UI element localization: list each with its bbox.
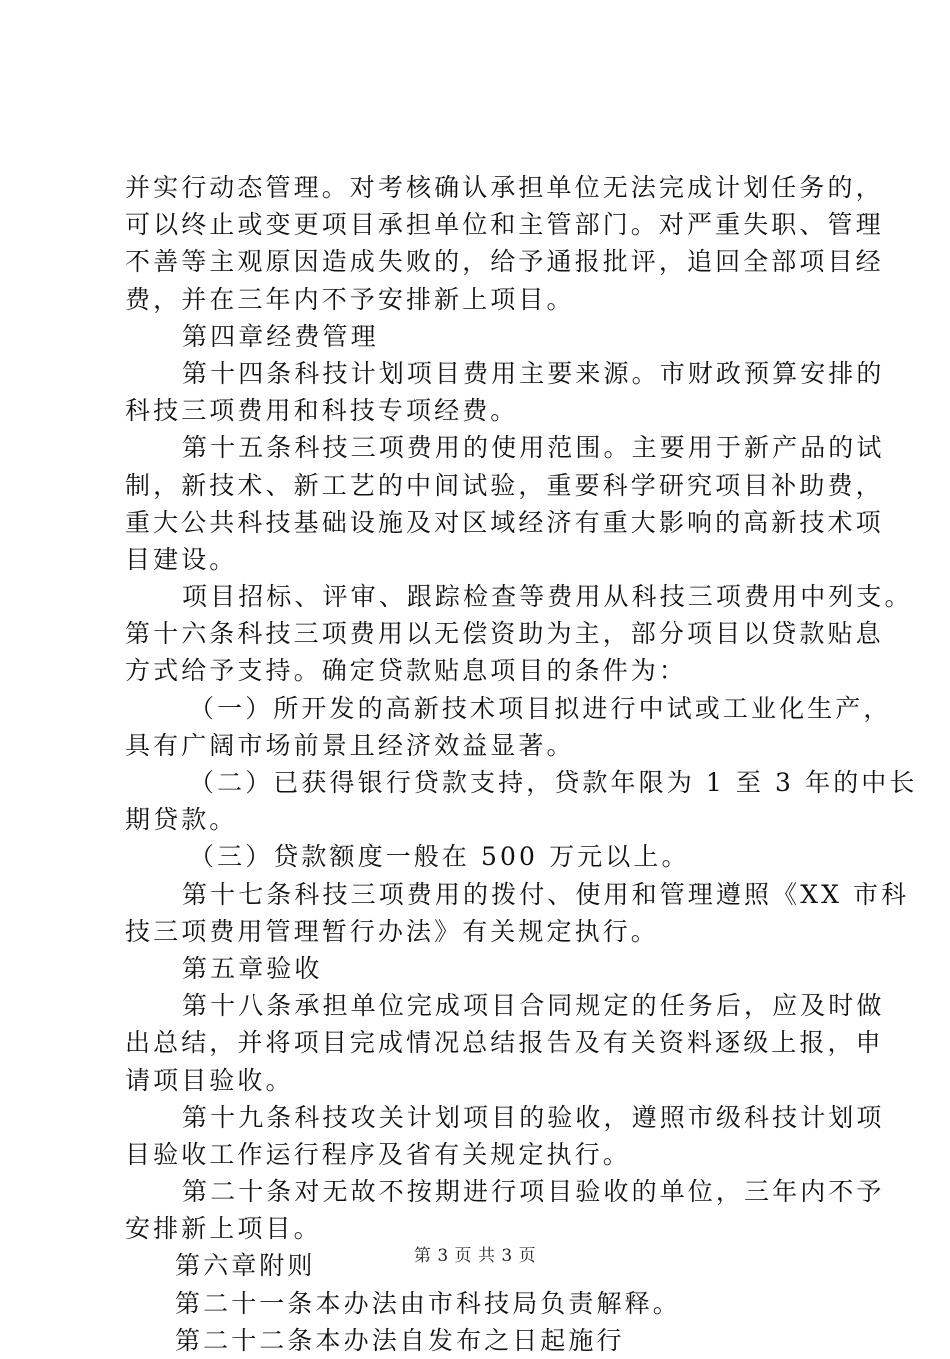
text-line: 费，并在三年内不予安排新上项目。 [125, 284, 575, 314]
chapter-heading: 第六章附则 [175, 1251, 316, 1281]
page-number-footer: 第 3 页 共 3 页 [413, 1246, 537, 1266]
text-line: 请项目验收。 [125, 1065, 294, 1095]
text-line: 并实行动态管理。对考核确认承担单位无法完成计划任务的， [125, 173, 884, 202]
chapter-heading: 第四章经费管理 [182, 321, 379, 351]
text-line: 出总结，并将项目完成情况总结报告及有关资料逐级上报，申 [125, 1028, 884, 1058]
text-line: 第十七条科技三项费用的拨付、使用和管理遵照《XX 市科 [182, 879, 910, 909]
text-line: 可以终止或变更项目承担单位和主管部门。对严重失职、管理 [125, 210, 884, 240]
text-line: 安排新上项目。 [125, 1214, 322, 1244]
text-line: （三）贷款额度一般在 500 万元以上。 [189, 842, 690, 872]
text-line: 期贷款。 [125, 805, 238, 835]
text-line: 第十六条科技三项费用以无偿资助为主，部分项目以贷款贴息 [125, 619, 884, 649]
text-line: 第二十条对无故不按期进行项目验收的单位，三年内不予 [182, 1177, 885, 1207]
text-line: 方式给予支持。确定贷款贴息项目的条件为： [125, 656, 688, 686]
document-body [125, 169, 918, 1359]
text-line: 科技三项费用和科技专项经费。 [125, 396, 519, 426]
text-line: 重大公共科技基础设施及对区域经济有重大影响的高新技术项 [125, 507, 884, 537]
text-line: 第二十二条本办法自发布之日起施行 [175, 1325, 625, 1355]
text-line: 第十九条科技攻关计划项目的验收，遵照市级科技计划项 [182, 1102, 885, 1132]
text-line: 第二十一条本办法由市科技局负责解释。 [175, 1288, 681, 1318]
text-line: 目建设。 [125, 544, 238, 574]
text-line: （二）已获得银行贷款支持，贷款年限为 1 至 3 年的中长 [189, 768, 918, 797]
text-line: 第十四条科技计划项目费用主要来源。市财政预算安排的 [182, 358, 885, 388]
text-line: 项目招标、评审、跟踪检查等费用从科技三项费用中列支。 [182, 582, 913, 612]
chapter-heading: 第五章验收 [182, 953, 323, 983]
text-line: （一）所开发的高新技术项目拟进行中试或工业化生产， [189, 693, 892, 723]
text-line: 技三项费用管理暂行办法》有关规定执行。 [125, 916, 659, 946]
text-line: 第十八条承担单位完成项目合同规定的任务后，应及时做 [182, 991, 885, 1021]
text-line: 制，新技术、新工艺的中间试验，重要科学研究项目补助费， [125, 470, 884, 500]
text-line: 具有广阔市场前景且经济效益显著。 [125, 730, 575, 760]
text-line: 目验收工作运行程序及省有关规定执行。 [125, 1139, 631, 1169]
text-line: 第十五条科技三项费用的使用范围。主要用于新产品的试 [182, 433, 885, 463]
text-line: 不善等主观原因造成失败的，给予通报批评，追回全部项目经 [125, 247, 884, 277]
